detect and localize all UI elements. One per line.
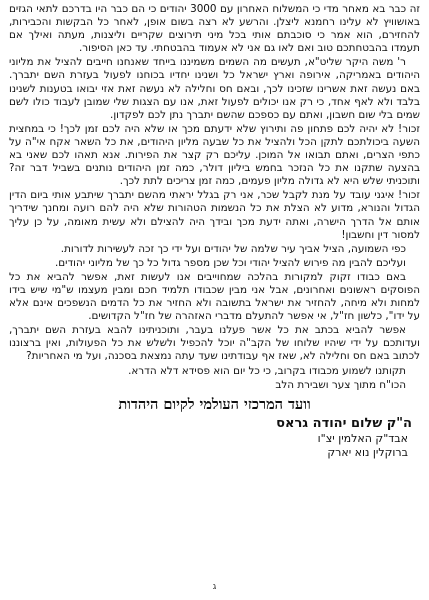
paragraph-remember-time: זכור! לא יהיה לכם פתחון פה ותירוץ שלא ידעתם מכך או שלא היה לכם זמן לכך! כי במחצית השעה ביכולתכם לתקן הכל ולהציל את כל שבעה מליון היהודים, את כל השאר אקח אי"ה על כתפי הצרים, ואתם תבואו אל המוכן. עליכם רק קצר את הפירות. אנא תאהו לכם שאני בא בהצעה שתקנו את כל הנזכר בחמש ביליון דולר, כמה זמן היהודים נותנים בשביל דבר זה? ותוכניתי שלש היא לא גדולה מליון פעמים, כמה זמן צריכים לתת לכך.: [9, 122, 420, 188]
page-number: ג: [212, 582, 217, 592]
paragraph-remember-reward: זכור! איגני עובד על מנת לקבל שכר, אני רק בגלל יראתי מהשם יתברך שיתבע אותי ביום הדין הגדול והנורא, מדוע לא הצלת את כל הנשמות הטהורות שלא היה להם רועה ומחנך שידריך אותם אל הדרך הישרה, ואתה ידעת מכך ובידך היה להצילם ולא עשית מאומה, על כן עליך למסור דין וחשבון!: [9, 189, 420, 241]
paragraph-opening: זה כבר בא מאחר מדי כי המשלוח האחרון עם 3000 יהודים כי הם כבר היו בדרכם לתאי הגזים באושוויץ לא עלינו רחמנא ליצלן. והרשע לא רצה בשום אופן, לאחר כל הבקשות והכבירות, להחזירם, הוא אמר כי סוכבתם אותי בכל מיני תירוצים שקריים וליצנות, מעתה ואילך אם תעמדו בהבטחתכם טוב ואם לאו גם אני לא אעמוד בהבטחתי. עד כאן הסיפור.: [9, 3, 420, 55]
paragraph-sources: באם כבודו זקוק למקורות בהלכה שמחוייבים אנו לעשות זאת, אפשר להביא את כל הפוסקים ראשונים ואחרונים, אבל אני מבין שכבודו תלמיד חכם ומבין מעצמו ש"מי שיש בידו למחות ולא מיחה, להחזיר את ישראל בתשובה ולא החזיר את כל הדמים הנשפכים אינם אלא על ידו", כלשון חז"ל, אי אפשר להתעלם מדברי האזהרה של חז"ל הקדושים.: [9, 270, 420, 323]
closing-signoff: הכו"ח מתוך צער ושבירת הלב: [275, 378, 406, 391]
paragraph-past-work: אפשר להביא בכתב את כל אשר פעלנו בעבר, ותוכניתינו להבא בעזרת השם יתברך, ועדותכם על ידי שיהיו שלוחו של הקב"ה יוכל להכפיל ולשלש את כל הפעולות, ואין ברצוננו לכתוב באם חס וחלילה לא, שאז אף עבודתינו שעד עתה נמצאת בסכנה, ועל מי האחריות?: [9, 324, 420, 363]
signer-title: אבד"ק האלמין יצ"ו: [317, 431, 408, 445]
signer-location: ברוקלין נוא יארק: [327, 445, 408, 459]
paragraph-address: ר' משה היקר שליט"א, תעשים מה השמים משמיננו בייחד שאנחנו חייבים להציל את מליוני היהודים באמריקה, אירופה וארץ ישראל כל ושנינו יחדיו בכוחנו לפעול בעזרת השם יתברך. באם נעשה זאת אשרינו שזכינו לכך, ובאם חס וחלילה לא נעשה זאת אזי יבואו בטענות לשנינו בלבד ולא לאף אחד, כי רק אנו יכולים לפעול זאת, אנו עם הצגות שלי שמובן לעבוד כולו לשם שמים בלי שום חשבון, ואתם עם כספכם שהשם יתברך נתן לכם לפקדון.: [9, 56, 420, 121]
organization-title: וועד המרכזי העולמי לקיום היהדות: [118, 395, 311, 413]
paragraph-rumor: כפי השמועה, הציל אביך עיר שלמה של יהודים ועל ידי כך זכה לעשירות לדורות.: [60, 242, 406, 255]
paragraph-hope: תקותנו לשמוע מכבודו בקרוב, כי כל יום הוא פסידא דלא הדרא.: [128, 364, 406, 377]
signer-name: ה"ק שלום יהודה גראס: [276, 415, 412, 431]
letter-body: [9, 3, 420, 378]
closing-lines: [9, 379, 420, 392]
paragraph-understand: ועליכם להבין מה פירוש להציל יהודי וכל שכן מספר גדול כל כך של מליוני יהודים.: [54, 256, 406, 269]
